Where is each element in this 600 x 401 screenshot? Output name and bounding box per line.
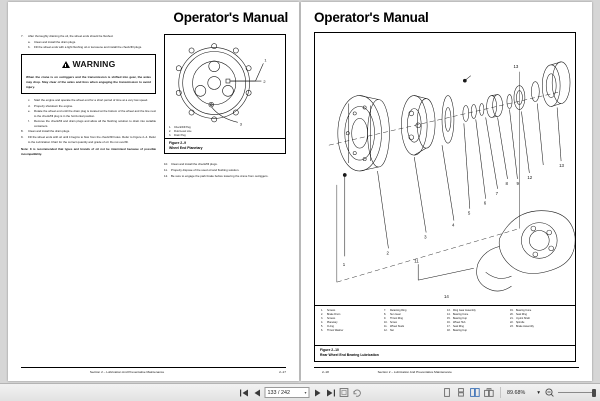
substep-b	[21, 45, 156, 50]
part-19-text: Bearing Cone	[516, 309, 532, 312]
next-page-icon[interactable]	[313, 387, 323, 398]
footer-right	[314, 367, 579, 374]
legend-3-number: 3.	[169, 134, 172, 138]
step-8-number: 8.	[21, 129, 24, 134]
warning-body: When the crane is on outriggers and the transmission is shifted into gear, the axles may drop. Stay clear of the axles and tires when engaging the transmission to avoid injury.	[26, 74, 151, 89]
callout-3: 3	[424, 234, 427, 240]
part-9-text: Thrust Ring	[390, 317, 403, 321]
part-18-text: Bearing Cup	[453, 329, 467, 333]
page-title-left: Operator's Manual	[173, 10, 288, 25]
figure-2-10[interactable]	[314, 32, 576, 362]
figure-2-9-legend	[169, 126, 192, 138]
part-6-text: Thrust Washer	[327, 329, 344, 333]
legend-2-number: 2.	[169, 130, 172, 134]
part-8-text: Sun Gear	[390, 313, 401, 317]
step-8	[21, 129, 156, 134]
figure-2-10-caption	[315, 345, 575, 361]
part-4-number: 4.	[321, 321, 324, 325]
part-6-number: 6.	[321, 329, 324, 333]
part-22-text: Spindle	[516, 321, 525, 325]
part-1-text: Screws	[327, 309, 336, 312]
substep-f-text: Remove the check/fill and drain plugs and allow all the flushing solution to drain into suitable containers.	[34, 119, 156, 128]
step-9-number: 9.	[21, 134, 24, 139]
part-13-text: Ring Gear Assembly	[453, 309, 476, 312]
zoom-out-icon[interactable]	[545, 388, 554, 397]
zoom-slider-handle[interactable]	[592, 389, 596, 397]
figure-2-9-title: Wheel End Planetary	[169, 145, 203, 150]
parts-column-4	[510, 309, 569, 333]
chevron-down-icon[interactable]: ▾	[537, 389, 540, 396]
part-21-text: U-joint Shaft	[516, 317, 530, 321]
step-12-number: 12.	[164, 173, 169, 178]
page-title-right: Operator's Manual	[314, 10, 429, 25]
part-5-number: 5.	[321, 325, 324, 329]
legend-2-text: Fluid Level Line	[174, 130, 192, 134]
callout-11: 11	[414, 258, 419, 264]
figure-2-10-title: Rear Wheel End Bearing Lubrication	[320, 353, 379, 358]
part-23	[510, 325, 569, 329]
part-17-text: Seal Ring	[453, 325, 464, 329]
parts-column-2	[384, 309, 443, 333]
part-17-number: 17.	[447, 325, 451, 329]
zoom-slider[interactable]	[558, 392, 594, 394]
legend-3-text: Drain Plug	[174, 134, 186, 138]
part-12-number: 12.	[384, 329, 388, 333]
part-1-number: 1.	[321, 309, 324, 312]
step-11	[164, 168, 286, 173]
step-10	[164, 162, 286, 167]
step-10-number: 10.	[164, 162, 169, 166]
step-7	[21, 34, 156, 39]
part-20-text: Seal Ring	[516, 313, 527, 317]
callout-3: 3	[239, 121, 242, 127]
part-9-number: 9.	[384, 317, 387, 321]
callout-14: 14	[444, 294, 449, 300]
rotate-icon[interactable]	[352, 387, 362, 398]
callout-1: 1	[342, 262, 346, 268]
step-11-text: Properly dispose of the used oil and flushing solution.	[171, 167, 240, 172]
part-14-text: Bearing Cone	[453, 313, 469, 317]
step-12-text: Be sure to engage the park brake before lowering the crane from outriggers.	[171, 173, 269, 178]
callout-12: 12	[527, 174, 533, 180]
chevron-down-icon[interactable]: ▾	[304, 390, 307, 395]
first-page-icon[interactable]	[239, 387, 249, 398]
step-8-text: Clean and install the drain plugs.	[28, 129, 70, 134]
continuous-scroll-icon[interactable]	[456, 387, 466, 398]
part-12-text: Nut	[390, 329, 394, 333]
substep-b-text: Fill the wheel ends with a light flushing oil or kerosene and install the check/fill plugs.	[34, 45, 142, 50]
substep-f	[21, 119, 156, 128]
document-page-right[interactable]	[301, 2, 592, 381]
figure-2-10-parts-list	[321, 309, 569, 333]
step-7-number: 7.	[21, 34, 24, 38]
book-view-icon[interactable]	[484, 387, 494, 398]
toolbar-navigation-group	[239, 387, 362, 398]
zoom-level-value: 89.68%	[507, 389, 526, 396]
fit-page-icon[interactable]	[339, 387, 349, 398]
part-23-number: 23.	[510, 325, 514, 329]
wheel-end-planetary-diagram	[165, 35, 285, 130]
document-page-left[interactable]	[8, 2, 299, 381]
callout-8: 8	[505, 180, 508, 186]
warning-box	[21, 54, 156, 95]
page-number-value: 133 / 242	[267, 389, 290, 396]
parts-column-1	[321, 309, 380, 333]
footer-section-left: Section 2 – Lubrication And Preventative Maintenance	[89, 370, 165, 374]
part-3-text: Screws	[327, 317, 336, 321]
footer-left	[21, 367, 286, 374]
part-22-number: 22.	[510, 321, 514, 325]
part-21-number: 21.	[510, 317, 514, 321]
warning-label: WARNING	[72, 58, 116, 69]
step-11-number: 11.	[164, 167, 168, 172]
callout-2: 2	[386, 250, 389, 256]
viewer-toolbar[interactable]	[0, 383, 600, 401]
substep-b-number: b.	[28, 45, 31, 50]
part-8-number: 8.	[384, 313, 387, 317]
part-2-number: 2.	[321, 313, 324, 317]
step-7-text: After thoroughly draining the oil, the wheel ends should be flushed.	[28, 34, 114, 38]
part-11-number: 11.	[384, 325, 388, 329]
substep-c-number: c.	[28, 98, 31, 103]
part-16-text: Wheel Hub	[453, 321, 466, 325]
substep-c-text: Start the engine and operate the wheel end for a short period of time at a very low speed.	[34, 98, 149, 103]
part-14-number: 14.	[447, 313, 451, 317]
callout-2: 2	[263, 78, 266, 84]
part-10-text: Screw	[390, 321, 397, 325]
footer-row-right	[314, 370, 579, 374]
last-page-icon[interactable]	[326, 387, 336, 398]
part-18-number: 18.	[447, 329, 451, 333]
part-12	[384, 329, 443, 333]
part-18	[447, 329, 506, 333]
substep-c	[21, 98, 156, 103]
note-text: Note: It is recommended that types and brands of oil not be intermixed because of possible incompatibility.	[21, 146, 156, 156]
toolbar-divider	[500, 387, 501, 398]
toolbar-view-zoom-group	[442, 387, 594, 398]
part-7-number: 7.	[384, 309, 387, 312]
part-19-number: 19.	[510, 309, 514, 312]
step-9	[21, 135, 156, 144]
callout-9: 9	[516, 180, 519, 186]
parts-list-divider	[315, 305, 575, 306]
part-4-text: Planetary	[327, 321, 338, 325]
part-16-number: 16.	[447, 321, 451, 325]
figure-2-9[interactable]	[164, 34, 286, 154]
part-20-number: 20.	[510, 313, 514, 317]
figure-2-9-number: Figure 2–9	[169, 140, 186, 145]
part-13-number: 13.	[447, 309, 451, 312]
part-23-text: Brake Assembly	[516, 325, 534, 329]
callout-5: 5	[467, 210, 471, 216]
substep-a	[21, 40, 156, 45]
figure-2-10-number: Figure 2–10	[320, 348, 339, 353]
single-page-view-icon[interactable]	[442, 387, 452, 398]
callout-7: 7	[495, 190, 499, 196]
zoom-level-input[interactable]	[507, 387, 541, 398]
part-15-text: Bearing Cup	[453, 317, 467, 321]
warning-heading	[26, 58, 151, 72]
step-10-text: Clean and install the check/fill plugs.	[171, 162, 218, 166]
substep-e	[21, 109, 156, 118]
part-2-text: Brake Drum	[327, 313, 341, 317]
callout-6: 6	[483, 200, 487, 206]
part-5-text: O-ring	[327, 325, 334, 329]
legend-1-text: Check/Fill Plug	[174, 126, 191, 130]
substep-a-text: Clean and install the drain plugs.	[34, 39, 76, 44]
figure-2-9-caption	[165, 138, 285, 153]
substep-e-number: e.	[28, 109, 31, 114]
substep-e-text: Rotate the wheel end until the drain plug is located at the bottom of the wheel and the line next to the check/fill plug is in the horizontal position.	[34, 109, 156, 118]
callout-4: 4	[451, 222, 455, 228]
callout-13: 13	[559, 163, 564, 169]
substep-f-number: f.	[28, 119, 30, 124]
left-text-column	[21, 34, 156, 156]
substep-d-number: d.	[28, 103, 31, 108]
footer-section-right: Section 2 – Lubrication And Preventative Maintenance	[377, 370, 452, 374]
warning-triangle-icon	[62, 61, 70, 68]
legend-1-number: 1.	[169, 126, 172, 130]
step-12	[164, 174, 286, 179]
callout-13-top: 13	[513, 63, 519, 69]
substep-a-number: a.	[28, 39, 31, 44]
facing-pages-icon[interactable]	[470, 387, 480, 398]
page-number-input[interactable]	[265, 387, 310, 398]
substep-d	[21, 104, 156, 109]
part-11-text: Wheel Studs	[390, 325, 405, 329]
footer-page-right: 2–18	[321, 370, 329, 374]
footer-rule-left	[21, 367, 286, 368]
part-3-number: 3.	[321, 317, 324, 321]
parts-column-3	[447, 309, 506, 333]
left-after-figure-steps	[164, 162, 286, 180]
part-7-text: Retaining Ring	[390, 309, 407, 312]
footer-page-left: 2–17	[279, 370, 286, 374]
rear-wheel-end-exploded-diagram	[315, 33, 575, 305]
step-9-text: Fill the wheel ends with oil until it begins to flow from the check/fill holes. Refer to Figure 2–4. Refer to the Lubrication Chart for the correct quantity and grade of oil. Do not overfill.	[28, 134, 156, 144]
substep-d-text: Properly shutdown the engine.	[34, 103, 74, 108]
previous-page-icon[interactable]	[252, 387, 262, 398]
footer-rule-right	[314, 367, 579, 368]
part-6	[321, 329, 380, 333]
page-spread	[8, 2, 592, 381]
callout-1: 1	[264, 57, 267, 63]
footer-row-left	[21, 370, 286, 374]
part-15-number: 15.	[447, 317, 451, 321]
part-10-number: 10.	[384, 321, 388, 325]
